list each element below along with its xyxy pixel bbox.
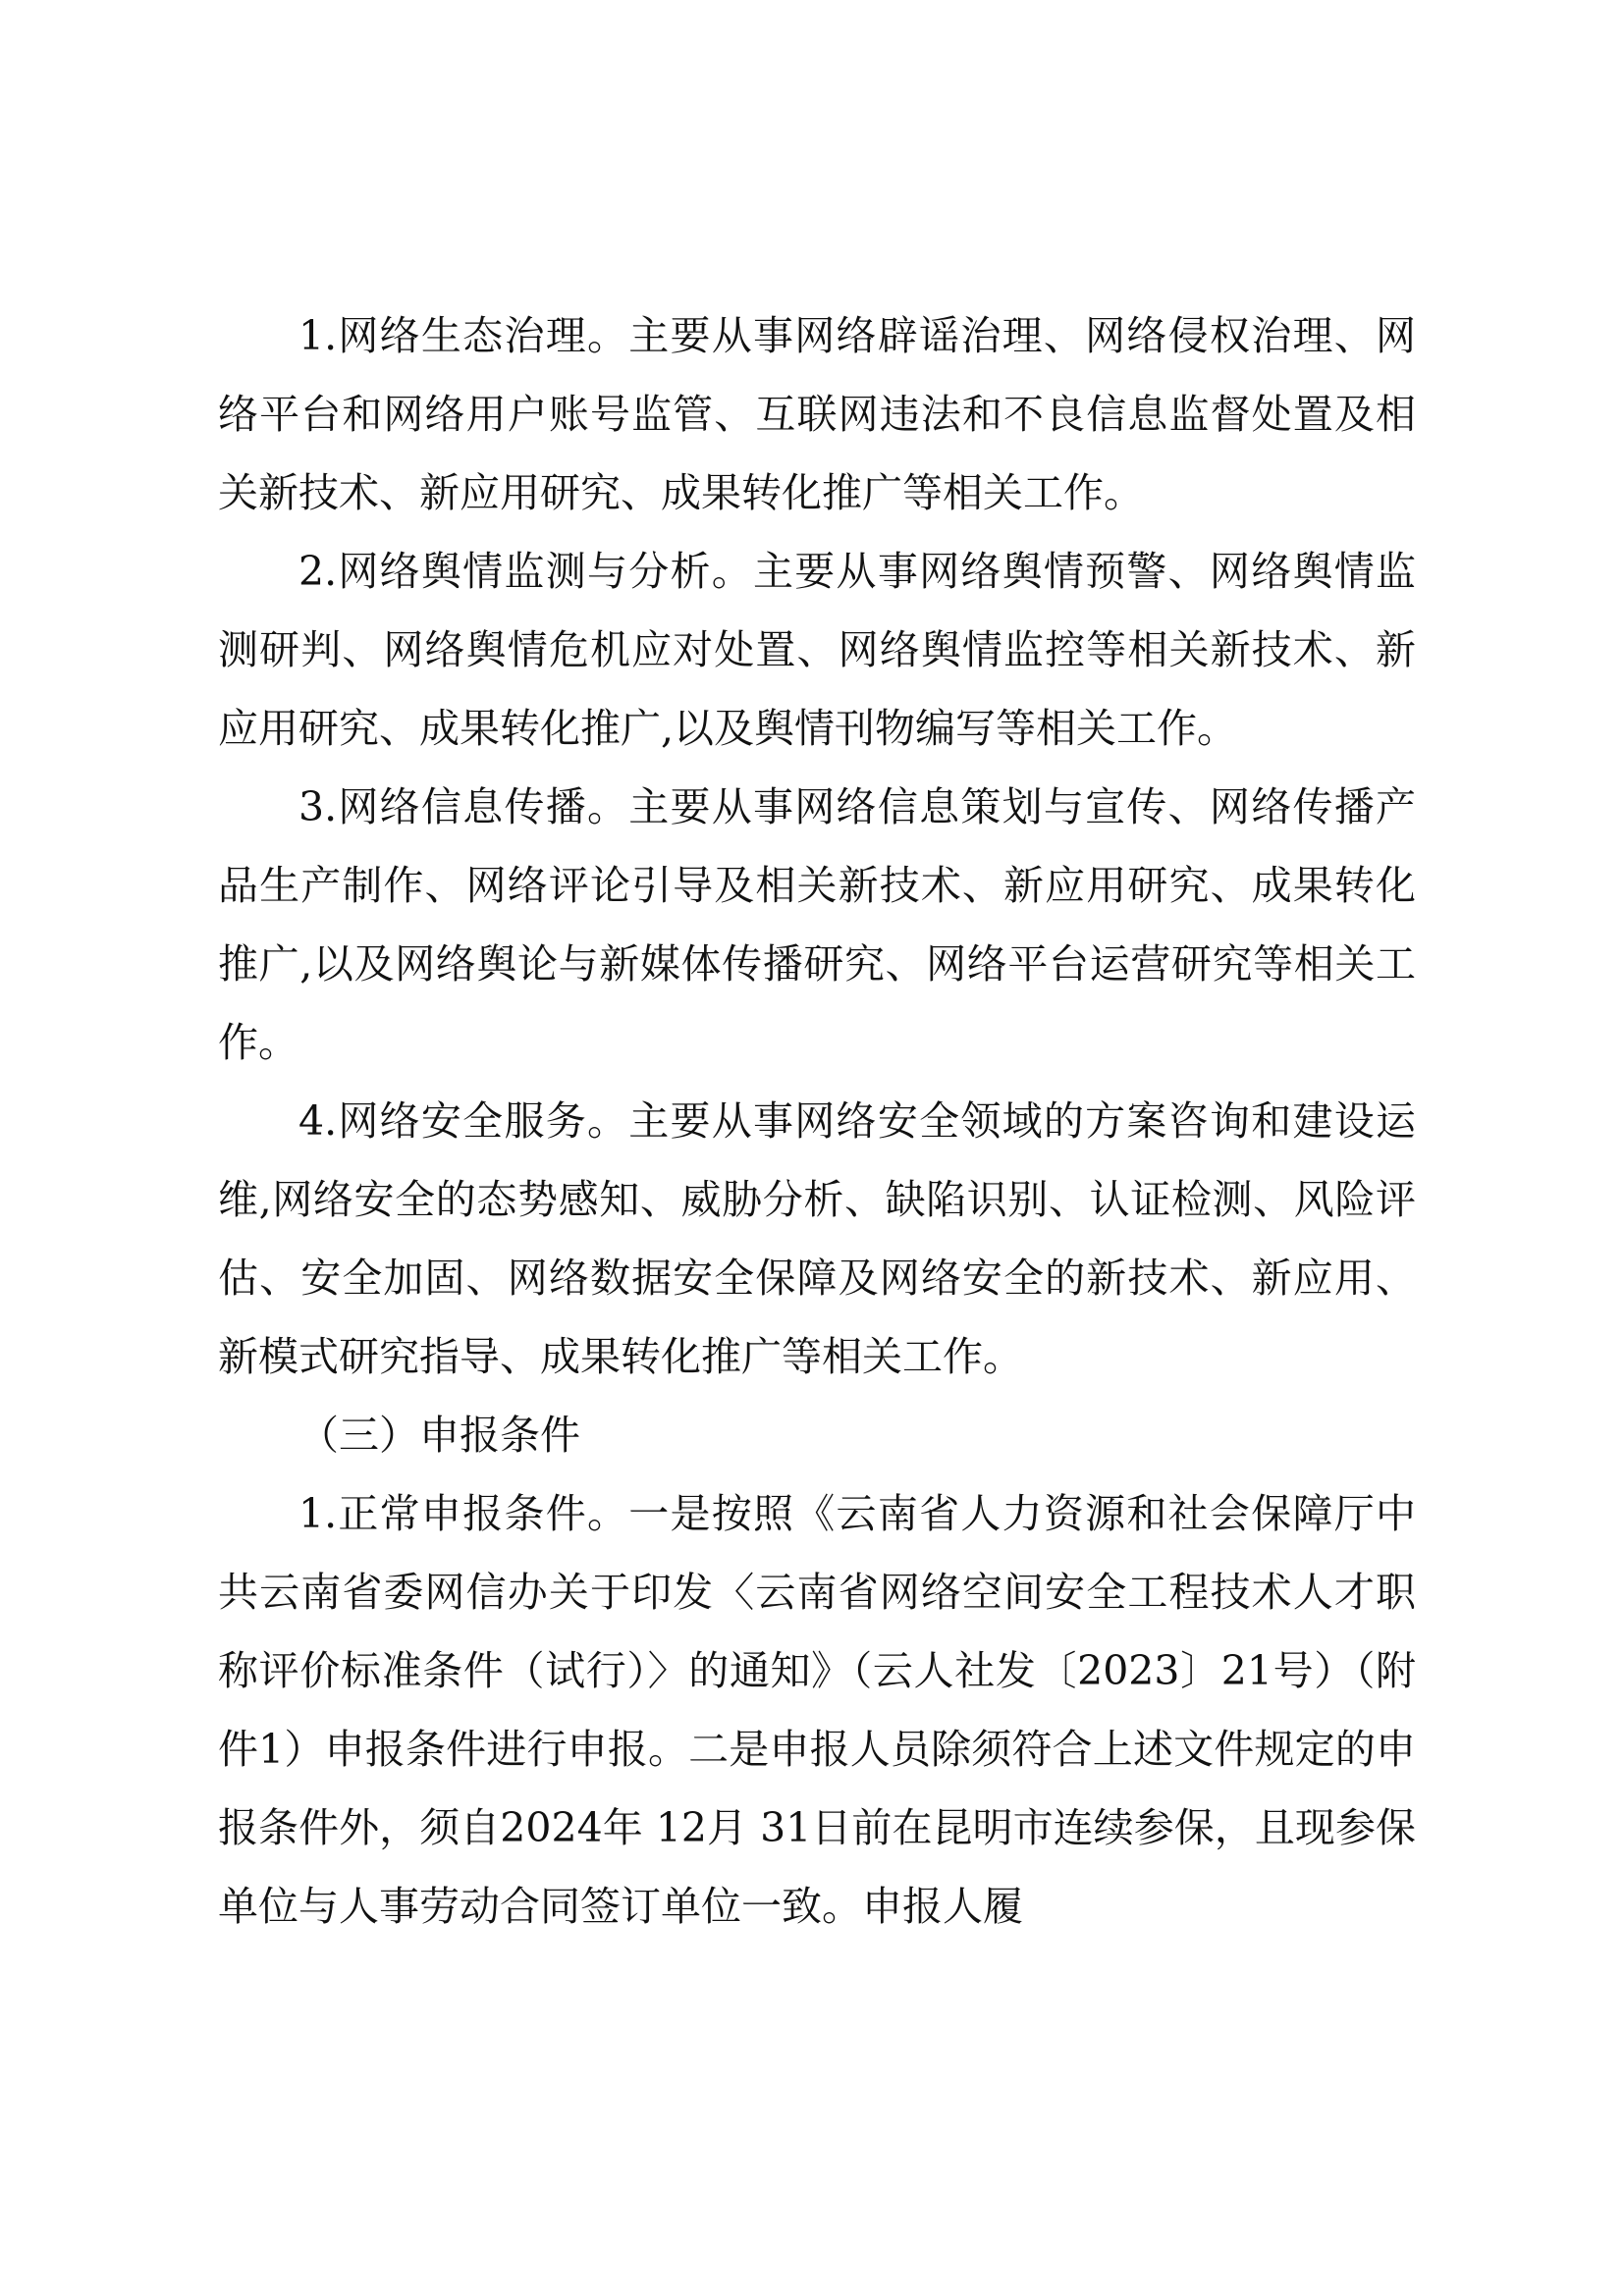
document-body — [218, 296, 1416, 1946]
paragraph-information-dissemination: 3.网络信息传播。主要从事网络信息策划与宣传、网络传播产品生产制作、网络评论引导及相关新技术、新应用研究、成果转化推广,以及网络舆论与新媒体传播研究、网络平台运营研究等相关工作。 — [218, 783, 1416, 1066]
paragraph-network-ecology: 1.网络生态治理。主要从事网络辟谣治理、网络侵权治理、网络平台和网络用户账号监管、互联网违法和不良信息监督处置及相关新技术、新应用研究、成果转化推广等相关工作。 — [218, 312, 1416, 516]
paragraph-public-opinion: 2.网络舆情监测与分析。主要从事网络舆情预警、网络舆情监测研判、网络舆情危机应对处置、网络舆情监控等相关新技术、新应用研究、成果转化推广,以及舆情刊物编写等相关工作。 — [218, 548, 1416, 752]
paragraph-security-services: 4.网络安全服务。主要从事网络安全领域的方案咨询和建设运维,网络安全的态势感知、威胁分析、缺陷识别、认证检测、风险评估、安全加固、网络数据安全保障及网络安全的新技术、新应用、新模式研究指导、成果转化推广等相关工作。 — [218, 1097, 1416, 1380]
paragraph-application-conditions: 1.正常申报条件。一是按照《云南省人力资源和社会保障厅中共云南省委网信办关于印发〈云南省网络空间安全工程技术人才职称评价标准条件（试行）〉的通知》（云人社发〔2023〕21号）（附件1）申报条件进行申报。二是申报人员除须符合上述文件规定的申报条件外，须自2024年 12月 31日前在昆明市连续参保，且现参保单位与人事劳动合同签订单位一致。申报人履 — [218, 1490, 1416, 1930]
section-heading: （三）申报条件 — [298, 1412, 580, 1459]
